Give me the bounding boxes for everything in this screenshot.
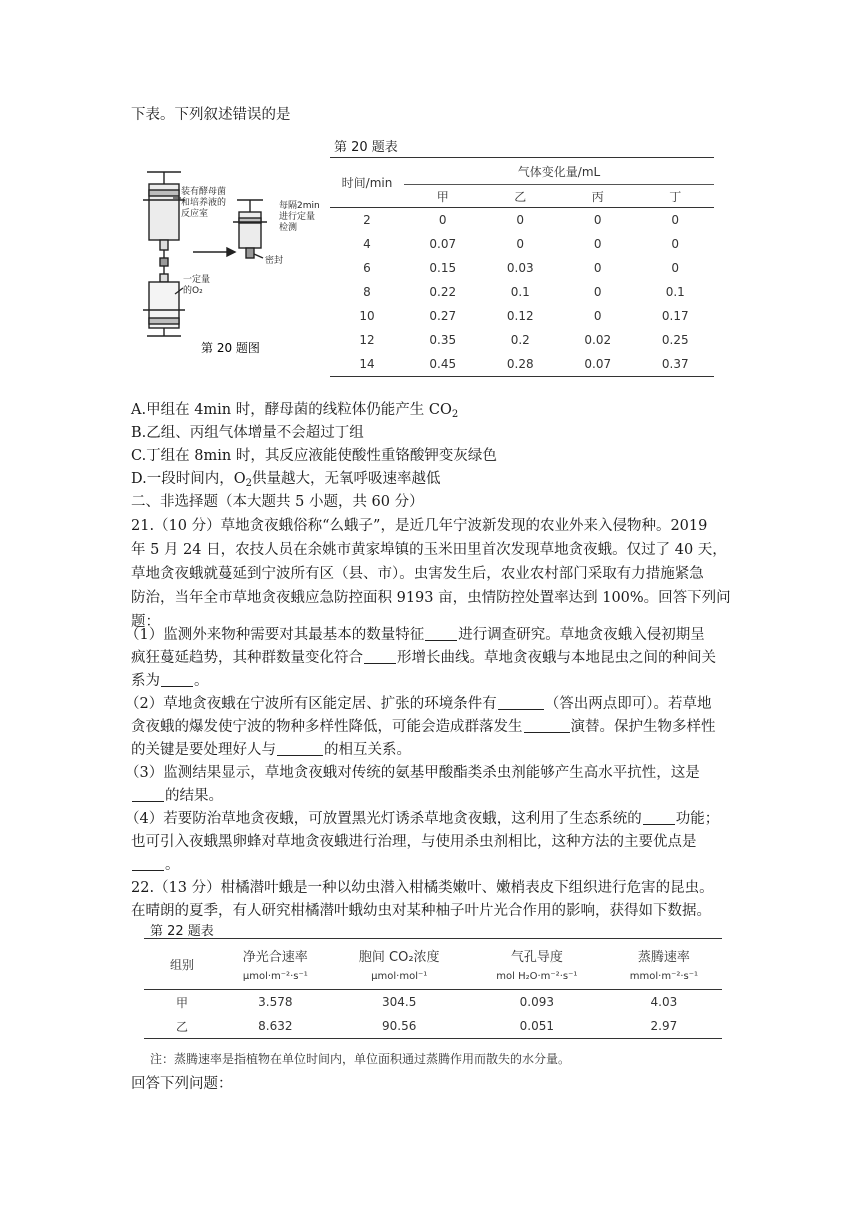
answer-blank[interactable] — [425, 626, 457, 641]
column-name: 气孔导度 — [510, 950, 563, 965]
cell: 4.03 — [650, 995, 678, 1009]
cell-time: 10 — [359, 309, 375, 323]
column-name: 胞间 CO₂浓度 — [358, 950, 440, 965]
cell: 0.37 — [637, 352, 715, 377]
upper-syringe-icon — [143, 172, 185, 258]
cell: 0.17 — [661, 309, 689, 323]
option-b: B.乙组、丙组气体增量不会超过丁组 — [131, 425, 364, 441]
cell: 0 — [593, 213, 602, 227]
table-row — [144, 1014, 722, 1039]
subscript: 2 — [245, 478, 252, 489]
cell: 0.27 — [429, 309, 457, 323]
figure-caption: 第 20 题图 — [201, 341, 260, 355]
cell: 0 — [593, 309, 602, 323]
q22-line: 22.（13 分）柑橘潜叶蛾是一种以幼虫潜入柑橘类嫩叶、嫩梢表皮下组织进行危害的昆虫。 — [131, 880, 714, 896]
q21-part3-end — [131, 784, 223, 808]
answer-blank[interactable] — [364, 649, 396, 664]
option-c: C.丁组在 8min 时，其反应液能使酸性重铬酸钾变灰绿色 — [131, 448, 497, 464]
column-header — [331, 939, 468, 990]
valve-icon — [160, 258, 168, 266]
cell-group: 乙 — [144, 1014, 220, 1039]
cell-time: 14 — [330, 352, 404, 377]
cell: 0.07 — [559, 352, 637, 377]
cell: 0 — [593, 237, 602, 251]
cell: 2.97 — [606, 1014, 722, 1039]
text: 系为 — [131, 673, 160, 689]
label-interval-1: 每隔2min — [279, 201, 320, 211]
cell: 0 — [671, 237, 680, 251]
cell-time: 6 — [363, 261, 371, 275]
group-header: 丙 — [559, 185, 637, 208]
table-row — [144, 990, 722, 1015]
closing-line: 回答下列问题： — [131, 1076, 233, 1092]
text: 。 — [165, 857, 180, 873]
table-row — [330, 304, 714, 328]
option-d-text: D.一段时间内，O — [131, 471, 246, 487]
label-chamber-3: 反应室 — [181, 209, 209, 219]
cell: 3.578 — [258, 995, 293, 1009]
q21-part2 — [125, 692, 711, 716]
group-column-header: 组别 — [144, 939, 220, 990]
q21-part2-end — [131, 738, 411, 762]
text: 进行调查研究。草地贪夜蛾入侵初期呈 — [458, 627, 705, 643]
detection-syringe-icon — [233, 200, 267, 258]
cell: 0.07 — [429, 237, 457, 251]
table-row — [330, 256, 714, 280]
q21-line: 年 5 月 24 日，农技人员在余姚市黄家埠镇的玉米田里首次发现草地贪夜蛾。仅过了 40 天， — [131, 542, 727, 558]
answer-blank[interactable] — [132, 787, 164, 802]
column-name: 净光合速率 — [242, 950, 308, 965]
label-interval-2: 进行定量 — [279, 212, 316, 222]
column-unit: mol H₂O·m⁻²·s⁻¹ — [496, 971, 578, 982]
answer-blank[interactable] — [277, 741, 323, 756]
cell: 0.2 — [510, 333, 530, 347]
cell: 0 — [516, 237, 525, 251]
q21-part1 — [125, 623, 705, 647]
label-interval-3: 检测 — [279, 223, 298, 233]
cell: 0.15 — [429, 261, 457, 275]
cell-time: 4 — [363, 237, 371, 251]
cell-group: 甲 — [175, 995, 188, 1010]
q21-line: 21.（10 分）草地贪夜蛾俗称“么蛾子”，是近几年宁波新发现的农业外来入侵物种。2019 — [131, 518, 708, 534]
label-o2-2: 的O₂ — [183, 286, 203, 296]
column-unit: μmol·mol⁻¹ — [371, 971, 428, 982]
q21-part1-cont — [131, 646, 716, 670]
text: 功能； — [675, 811, 720, 827]
table22-caption: 第 22 题表 — [150, 924, 214, 939]
text: 疯狂蔓延趋势，其种群数量变化符合 — [131, 650, 363, 666]
cell: 0 — [516, 213, 525, 227]
intro-line: 下表。下列叙述错误的是 — [131, 107, 291, 123]
cell-time: 8 — [363, 285, 371, 299]
group-header: 乙 — [482, 185, 560, 208]
q21-part1-end — [131, 669, 209, 693]
gas-change-header: 气体变化量/mL — [404, 158, 714, 185]
table20-caption: 第 20 题表 — [334, 140, 398, 155]
label-chamber-2: 和培养液的 — [181, 198, 227, 208]
option-a-text: A.甲组在 4min 时，酵母菌的线粒体仍能产生 CO — [131, 402, 452, 418]
cell: 0.12 — [506, 309, 534, 323]
label-seal: 密封 — [265, 256, 284, 266]
cell: 0.051 — [468, 1014, 606, 1039]
cell: 0.093 — [519, 995, 554, 1009]
subscript: 2 — [451, 409, 459, 420]
text: （4）若要防治草地贪夜蛾，可放置黑光灯诱杀草地贪夜蛾，这利用了生态系统的 — [125, 811, 642, 827]
text: （2）草地贪夜蛾在宁波所有区能定居、扩张的环境条件有 — [125, 696, 497, 712]
arrow-icon — [193, 248, 235, 256]
syringe-apparatus-figure — [131, 160, 331, 360]
column-header — [468, 939, 606, 990]
cell: 0 — [671, 261, 680, 275]
cell: 0.35 — [429, 333, 457, 347]
table-row — [330, 208, 714, 233]
time-header: 时间/min — [330, 158, 404, 208]
cell: 0.1 — [510, 285, 530, 299]
column-name: 蒸腾速率 — [637, 950, 690, 965]
q22-line: 在晴朗的夏季，有人研究柑橘潜叶蛾幼虫对某种柚子叶片光合作用的影响，获得如下数据。 — [131, 903, 711, 919]
cell: 90.56 — [331, 1014, 468, 1039]
table20 — [330, 157, 714, 377]
label-chamber-1: 装有酵母菌 — [181, 187, 227, 197]
text: 的结果。 — [165, 788, 223, 804]
cell: 0.28 — [482, 352, 560, 377]
cell: 0.1 — [665, 285, 685, 299]
cell: 0.45 — [404, 352, 482, 377]
cell: 0.02 — [584, 333, 612, 347]
text: 贪夜蛾的爆发使宁波的物种多样性降低，可能会造成群落发生 — [131, 719, 523, 735]
cell-time: 12 — [359, 333, 375, 347]
text: （答出两点即可）。若草地 — [544, 696, 712, 712]
q21-part2-cont — [131, 715, 716, 739]
text: 的关键是要处理好人与 — [131, 742, 276, 758]
cell: 0.03 — [506, 261, 534, 275]
cell: 0.22 — [429, 285, 457, 299]
section-heading: 二、非选择题（本大题共 5 小题，共 60 分） — [131, 494, 424, 510]
text: 形增长曲线。草地贪夜蛾与本地昆虫之间的种间关 — [397, 650, 716, 666]
text: 。 — [194, 673, 209, 689]
q21-line: 防治，当年全市草地贪夜蛾应急防控面积 9193 亩，虫情防控处置率达到 100%。回答下列问 — [131, 590, 731, 606]
column-header — [220, 939, 331, 990]
table-row — [330, 232, 714, 256]
table22 — [144, 938, 722, 1039]
label-o2-1: 一定量 — [183, 275, 211, 285]
lower-syringe-icon — [143, 266, 185, 336]
cell: 0 — [671, 213, 680, 227]
answer-blank[interactable] — [132, 856, 164, 871]
column-unit: μmol·m⁻²·s⁻¹ — [242, 971, 308, 982]
cell: 304.5 — [382, 995, 417, 1009]
cell: 8.632 — [220, 1014, 331, 1039]
q21-part4-cont: 也可引入夜蛾黑卵蜂对草地贪夜蛾进行治理，与使用杀虫剂相比，这种方法的主要优点是 — [131, 834, 697, 850]
column-header — [606, 939, 722, 990]
q21-line: 题： — [131, 614, 160, 630]
q21-part3: （3）监测结果显示，草地贪夜蛾对传统的氨基甲酸酯类杀虫剂能够产生高水平抗性，这是 — [125, 765, 700, 781]
cell-time: 2 — [363, 213, 371, 227]
cell: 0 — [593, 285, 602, 299]
q21-part4 — [125, 807, 719, 831]
cell: 0 — [593, 261, 602, 275]
text: （1）监测外来物种需要对其最基本的数量特征 — [125, 627, 425, 643]
q21-part4-end — [131, 853, 180, 877]
table-row — [330, 352, 714, 377]
table-row — [330, 280, 714, 304]
column-unit: mmol·m⁻²·s⁻¹ — [629, 971, 699, 982]
text: 的相互关系。 — [324, 742, 411, 758]
answer-blank[interactable] — [643, 810, 675, 825]
cell: 0.25 — [661, 333, 689, 347]
answer-blank[interactable] — [524, 718, 570, 733]
cell: 0 — [438, 213, 447, 227]
answer-blank[interactable] — [161, 672, 193, 687]
group-header: 丁 — [637, 185, 715, 208]
answer-blank[interactable] — [498, 695, 544, 710]
table-row — [330, 328, 714, 352]
group-header: 甲 — [404, 185, 482, 208]
option-d-text-end: 供量越大，无氧呼吸速率越低 — [251, 471, 441, 487]
table22-note: 注：蒸腾速率是指植物在单位时间内，单位面积通过蒸腾作用而散失的水分量。 — [150, 1052, 571, 1066]
q21-line: 草地贪夜蛾就蔓延到宁波所有区（县、市）。虫害发生后，农业农村部门采取有力措施紧急 — [131, 566, 704, 582]
text: 演替。保护生物多样性 — [570, 719, 716, 735]
